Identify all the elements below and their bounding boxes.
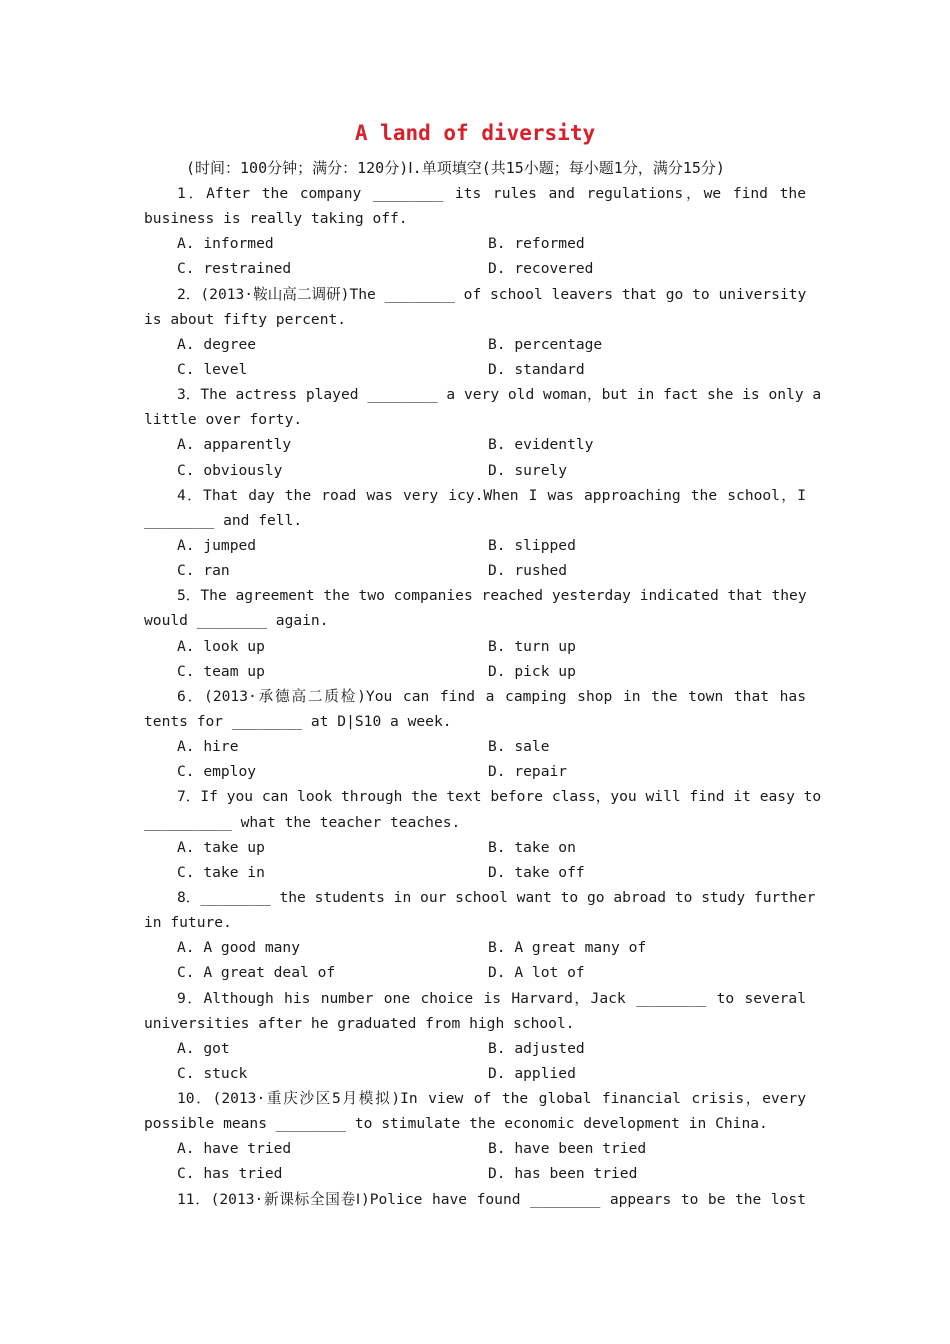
- question-text-cont: ________ and fell.: [144, 511, 303, 529]
- option-a: A. have tried: [177, 1140, 292, 1158]
- question-text: 1．After the company ________ its rules and regulations，we find the: [177, 185, 806, 202]
- question-text-cont: possible means ________ to stimulate the economic development in China.: [144, 1115, 768, 1133]
- option-d: D. repair: [488, 763, 568, 781]
- option-c: C. stuck: [177, 1064, 248, 1082]
- option-d: D. surely: [488, 461, 568, 479]
- option-c: C. take in: [177, 863, 265, 881]
- option-a: A. hire: [177, 738, 239, 756]
- question-4: [144, 483, 806, 584]
- option-c: C. restrained: [177, 260, 292, 278]
- question-7: [144, 784, 822, 885]
- question-text: 5．The agreement the two companies reached yesterday indicated that they: [177, 587, 807, 605]
- option-a: A. take up: [177, 838, 265, 856]
- question-list: [144, 181, 822, 1212]
- question-5: [144, 583, 806, 684]
- option-b: B. take on: [488, 838, 576, 856]
- question-9: [144, 986, 806, 1087]
- question-text-cont: would ________ again.: [144, 612, 329, 630]
- option-d: D. applied: [488, 1064, 576, 1082]
- question-text-cont: little over forty.: [144, 411, 303, 429]
- option-a: A. apparently: [177, 436, 292, 454]
- option-a: A. degree: [177, 335, 257, 353]
- option-b: B. sale: [488, 738, 550, 756]
- option-a: A. got: [177, 1039, 230, 1057]
- question-11: [144, 1187, 806, 1212]
- question-text-cont: __________ what the teacher teaches.: [144, 813, 461, 831]
- option-b: B. percentage: [488, 335, 603, 353]
- option-b: B. turn up: [488, 637, 576, 655]
- option-a: A. jumped: [177, 536, 257, 554]
- option-d: D. pick up: [488, 662, 576, 680]
- question-text-cont: tents for ________ at D|S10 a week.: [144, 712, 452, 730]
- question-text: 10．(2013·重庆沙区5月模拟)In view of the global financial crisis，every: [177, 1090, 806, 1108]
- option-d: D. standard: [488, 360, 585, 378]
- option-b: B. A great many of: [488, 939, 647, 957]
- question-text: 9．Although his number one choice is Harvard，Jack ________ to several: [177, 989, 806, 1007]
- option-c: C. has tried: [177, 1165, 283, 1183]
- option-b: B. evidently: [488, 436, 594, 454]
- option-d: D. has been tried: [488, 1165, 638, 1183]
- option-b: B. have been tried: [488, 1140, 647, 1158]
- option-a: A. A good many: [177, 939, 301, 957]
- option-d: D. A lot of: [488, 964, 585, 982]
- question-text: 2．(2013·鞍山高二调研)The ________ of school leavers that go to university: [177, 285, 807, 303]
- option-d: D. take off: [488, 863, 585, 881]
- option-d: D. rushed: [488, 562, 568, 580]
- question-text-cont: is about fifty percent.: [144, 310, 347, 328]
- question-6: [144, 684, 806, 785]
- question-text-cont: in future.: [144, 914, 232, 932]
- question-1: [144, 181, 806, 282]
- question-2: [144, 282, 806, 383]
- option-b: B. reformed: [488, 235, 585, 253]
- option-b: B. slipped: [488, 536, 576, 554]
- option-a: A. informed: [177, 235, 274, 253]
- option-c: C. level: [177, 360, 248, 378]
- question-text: 6．(2013·承德高二质检)You can find a camping shop in the town that has: [177, 687, 806, 705]
- question-text: 3．The actress played ________ a very old woman，but in fact she is only a: [177, 386, 822, 404]
- option-c: C. team up: [177, 662, 265, 680]
- question-text: 11．(2013·新课标全国卷Ⅰ)Police have found ________ appears to be the lost: [177, 1190, 806, 1208]
- question-8: [144, 885, 816, 986]
- question-3: [144, 382, 822, 483]
- option-d: D. recovered: [488, 260, 594, 278]
- question-text: 8．________ the students in our school want to go abroad to study further: [177, 888, 816, 906]
- option-a: A. look up: [177, 637, 265, 655]
- exam-instructions: (时间：100分钟；满分：120分)Ⅰ.单项填空(共15小题；每小题1分，满分15分): [186, 159, 725, 177]
- question-10: [144, 1086, 806, 1187]
- option-c: C. ran: [177, 562, 230, 580]
- question-text-cont: universities after he graduated from high school.: [144, 1014, 575, 1032]
- option-c: C. employ: [177, 763, 257, 781]
- question-text: 4．That day the road was very icy.When I was approaching the school，I: [177, 486, 806, 504]
- option-c: C. A great deal of: [177, 964, 336, 982]
- option-c: C. obviously: [177, 461, 283, 479]
- question-text-cont: business is really taking off.: [144, 210, 408, 228]
- document-title: A land of diversity: [354, 121, 596, 145]
- option-b: B. adjusted: [488, 1039, 585, 1057]
- question-text: 7．If you can look through the text before class，you will find it easy to: [177, 788, 822, 806]
